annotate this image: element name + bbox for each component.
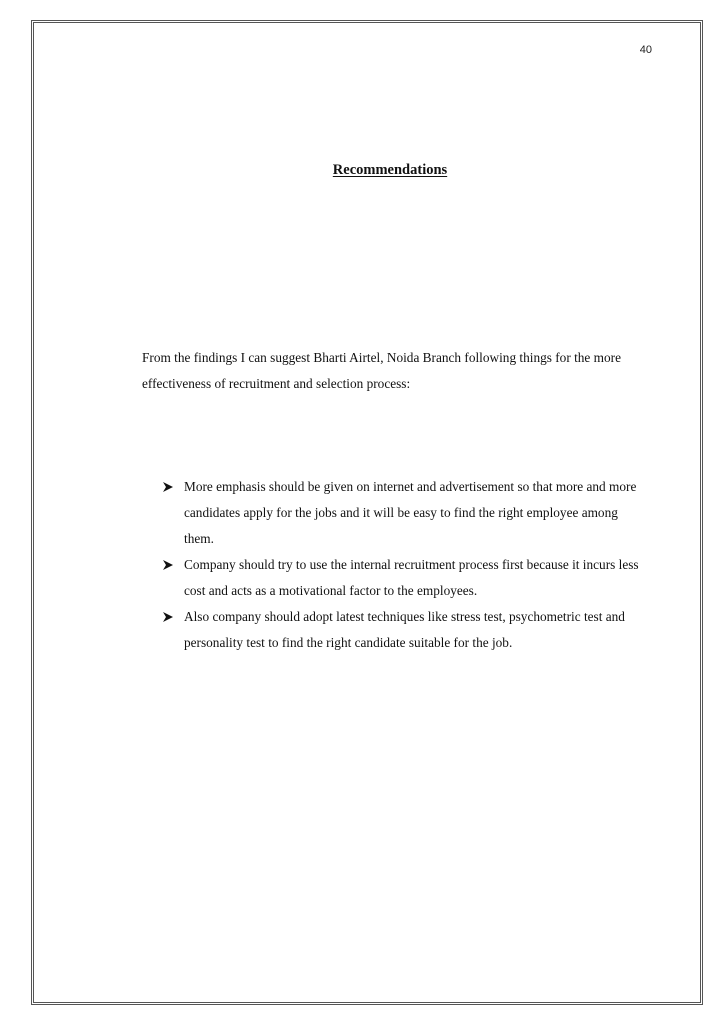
- page-number: 40: [639, 44, 652, 56]
- recommendation-text: More emphasis should be given on internet and advertisement so that more and more candidates apply for the jobs and it will be easy to find the right employee among them.: [184, 479, 637, 546]
- arrow-bullet-icon: [162, 559, 174, 571]
- recommendation-text: Company should try to use the internal recruitment process first because it incurs less cost and acts as a motivational factor to the employees.: [184, 557, 639, 598]
- recommendation-item: [160, 552, 640, 604]
- arrow-bullet-icon: [162, 481, 174, 493]
- arrow-bullet-icon: [162, 611, 174, 623]
- recommendation-item: [160, 604, 640, 656]
- section-heading: Recommendations: [332, 162, 448, 178]
- intro-paragraph: From the findings I can suggest Bharti Airtel, Noida Branch following things for the more effectiveness of recruitment and selection process:: [142, 350, 621, 391]
- recommendation-text: Also company should adopt latest techniques like stress test, psychometric test and personality test to find the right candidate suitable for the job.: [184, 609, 625, 650]
- recommendations-list: [160, 474, 640, 656]
- recommendation-item: [160, 474, 640, 552]
